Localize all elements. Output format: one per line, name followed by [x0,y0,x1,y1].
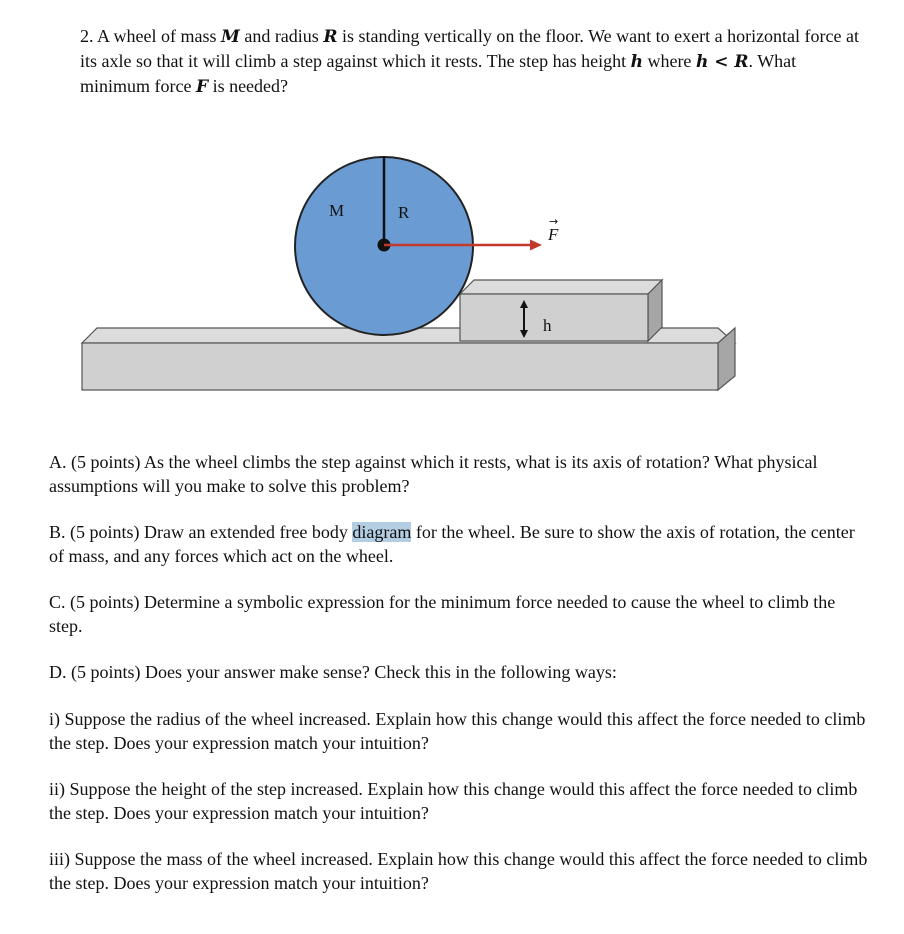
question-a: A. (5 points) As the wheel climbs the step against which it rests, what is its axis of rotation? What physical assumptions will you make to solve this problem? [49,452,818,496]
question-b [49,520,869,568]
var-radius: R [323,27,338,47]
question-d-i: i) Suppose the radius of the wheel increased. Explain how this change would this affect the force needed to climb the step. Does your expression match your intuition? [49,709,866,753]
force-label: F [548,225,559,244]
intro-text: and radius [239,26,324,46]
force-arrowhead [530,240,542,251]
var-force: F [195,77,209,97]
intro-text: 2. A wheel of mass [80,26,221,46]
question-d-ii: ii) Suppose the height of the step increased. Explain how this change would this affect the force needed to climb the step. Does your expression match your intuition? [49,779,858,823]
var-height: h [630,52,643,72]
intro-text: where [642,51,696,71]
step-front [460,294,648,341]
height-label: h [543,316,552,335]
intro-text: is standing vertically on the floor. We want to exert a horizontal force at its axle so that it will climb a step against which it rests. The step has height [80,26,860,71]
highlighted-word[interactable]: diagram [352,522,412,542]
question-b-text: B. (5 points) Draw an extended free body [49,522,353,542]
floor-slab-front [82,343,718,390]
problem-statement [80,24,870,99]
intro-text: is needed? [208,76,289,96]
question-b-text: for the wheel. Be sure to show the axis of rotation, the center of mass, and any forces which act on the wheel. [49,522,855,566]
question-c: C. (5 points) Determine a symbolic expression for the minimum force needed to cause the wheel to climb the step. [49,592,836,636]
step-top [460,280,662,294]
inequality: h < R [695,52,749,72]
mass-label: M [329,201,345,220]
radius-label: R [398,203,410,222]
force-vector-mark: → [549,215,559,228]
wheel-step-diagram [0,140,904,400]
var-mass: M [221,27,240,47]
intro-text: . What minimum force [80,51,797,96]
question-d: D. (5 points) Does your answer make sense? Check this in the following ways: [49,662,617,682]
question-d-iii: iii) Suppose the mass of the wheel increased. Explain how this change would this affect the force needed to climb the step. Does your expression match your intuition? [49,849,868,893]
